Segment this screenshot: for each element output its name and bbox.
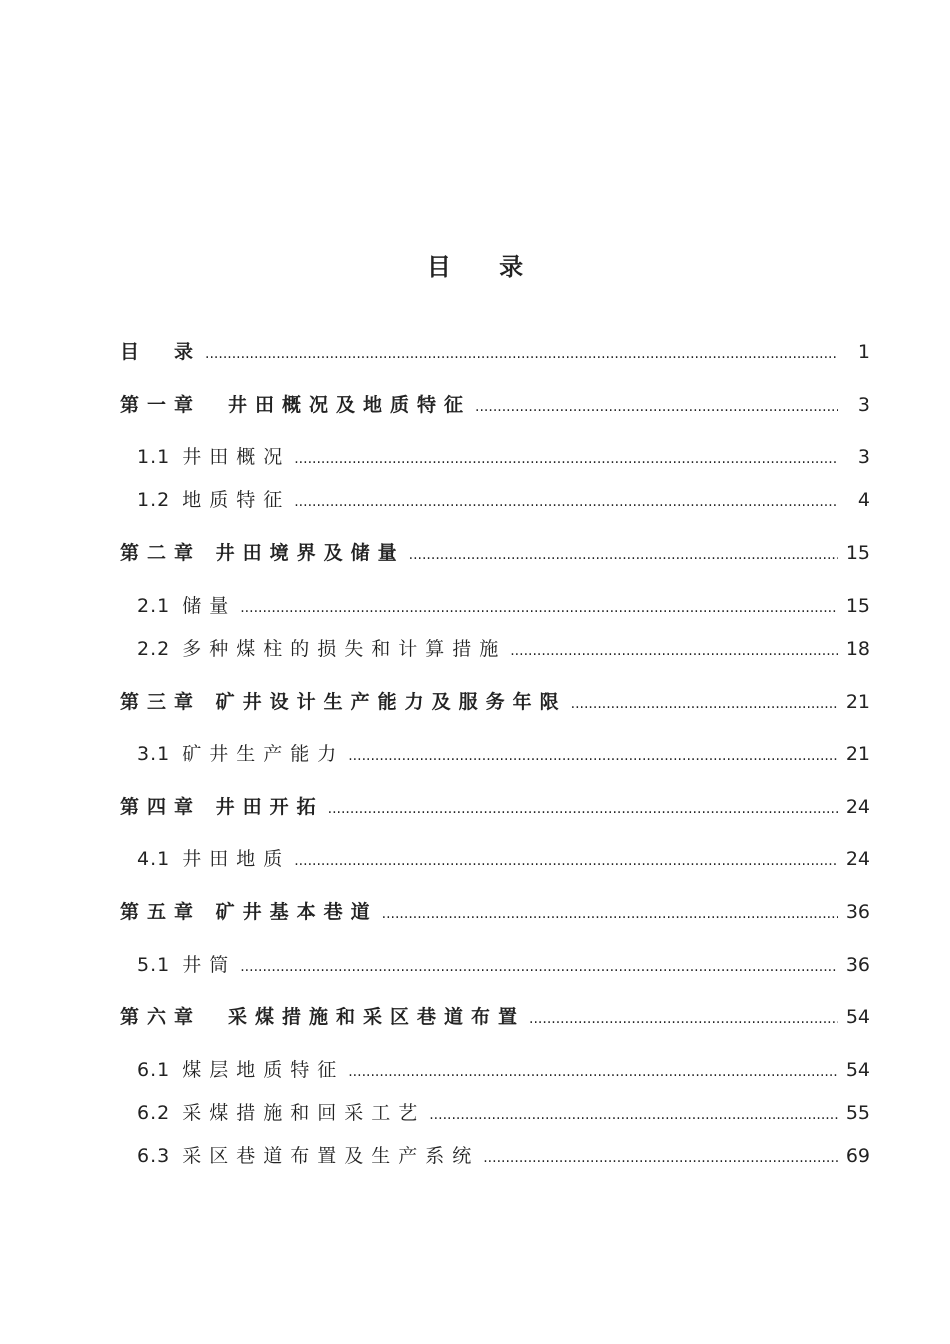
toc-entry-page: 18 bbox=[845, 638, 870, 660]
toc-entry[interactable] bbox=[120, 1003, 870, 1031]
toc-entry-page: 69 bbox=[845, 1145, 870, 1167]
toc-entry[interactable] bbox=[120, 338, 870, 366]
toc-entry-page: 24 bbox=[845, 796, 870, 818]
toc-entry[interactable] bbox=[120, 539, 870, 567]
toc-entry-page: 3 bbox=[857, 446, 870, 468]
toc-entry-page: 54 bbox=[845, 1059, 870, 1081]
toc-entry-number: 5.1 bbox=[137, 954, 171, 976]
toc-entry-page: 36 bbox=[845, 954, 870, 976]
toc-entry-label: 第六章 采煤措施和采区巷道布置 bbox=[120, 1006, 526, 1028]
toc-entry-number: 3.1 bbox=[137, 743, 171, 765]
toc-entry-label: 第五章 矿井基本巷道 bbox=[120, 901, 378, 923]
dot-leader bbox=[348, 742, 838, 770]
toc-entry-page: 3 bbox=[857, 394, 870, 416]
dot-leader bbox=[294, 445, 838, 473]
dot-leader bbox=[294, 847, 838, 875]
dot-leader bbox=[205, 340, 838, 368]
toc-entry[interactable] bbox=[137, 1142, 870, 1170]
toc-entry[interactable] bbox=[120, 793, 870, 821]
toc-entry[interactable] bbox=[137, 486, 870, 514]
toc-entry-label: 目 录 bbox=[120, 341, 202, 363]
toc-entry-page: 24 bbox=[845, 848, 870, 870]
toc-entry-label: 第二章 井田境界及储量 bbox=[120, 542, 405, 564]
toc-entry-label: 煤层地质特征 bbox=[182, 1059, 345, 1081]
toc-entry-page: 21 bbox=[845, 691, 870, 713]
dot-leader bbox=[571, 690, 838, 718]
page-title: 目 录 bbox=[426, 253, 544, 281]
toc-entry-page: 21 bbox=[845, 743, 870, 765]
toc-entry-number: 6.2 bbox=[137, 1102, 171, 1124]
toc-entry[interactable] bbox=[137, 845, 870, 873]
toc-entry-number: 1.2 bbox=[137, 489, 171, 511]
toc-entry[interactable] bbox=[137, 635, 870, 663]
toc-entry-label: 第四章 井田开拓 bbox=[120, 796, 324, 818]
dot-leader bbox=[409, 541, 838, 569]
toc-entry-label: 第三章 矿井设计生产能力及服务年限 bbox=[120, 691, 567, 713]
dot-leader bbox=[382, 900, 838, 928]
toc-entry-label: 采区巷道布置及生产系统 bbox=[182, 1145, 480, 1167]
toc-entry[interactable] bbox=[120, 688, 870, 716]
toc-entry-number: 4.1 bbox=[137, 848, 171, 870]
toc-entry[interactable] bbox=[137, 592, 870, 620]
toc-entry-number: 6.1 bbox=[137, 1059, 171, 1081]
toc-entry-label: 采煤措施和回采工艺 bbox=[182, 1102, 426, 1124]
dot-leader bbox=[294, 488, 838, 516]
toc-entry-label: 多种煤柱的损失和计算措施 bbox=[182, 638, 507, 660]
toc-entry-number: 1.1 bbox=[137, 446, 171, 468]
dot-leader bbox=[483, 1144, 838, 1172]
dot-leader bbox=[475, 393, 838, 421]
toc-entry-label: 地质特征 bbox=[182, 489, 291, 511]
toc-entry[interactable] bbox=[137, 1056, 870, 1084]
toc-entry-page: 1 bbox=[857, 341, 870, 363]
toc-entry[interactable] bbox=[137, 443, 870, 471]
toc-entry-number: 2.2 bbox=[137, 638, 171, 660]
toc-entry-label: 井田地质 bbox=[182, 848, 291, 870]
dot-leader bbox=[240, 953, 838, 981]
toc-entry[interactable] bbox=[137, 1099, 870, 1127]
toc-entry-page: 54 bbox=[845, 1006, 870, 1028]
dot-leader bbox=[510, 637, 838, 665]
toc-entry[interactable] bbox=[137, 740, 870, 768]
toc-entry[interactable] bbox=[120, 391, 870, 419]
toc-entry-page: 15 bbox=[845, 595, 870, 617]
toc-entry-label: 第一章 井田概况及地质特征 bbox=[120, 394, 472, 416]
toc-entry-page: 4 bbox=[857, 489, 870, 511]
toc-entry-page: 55 bbox=[845, 1102, 870, 1124]
toc-entry-number: 6.3 bbox=[137, 1145, 171, 1167]
dot-leader bbox=[429, 1101, 838, 1129]
toc-entry-label: 井筒 bbox=[182, 954, 237, 976]
dot-leader bbox=[529, 1005, 838, 1033]
toc-entry-page: 15 bbox=[845, 542, 870, 564]
toc-entry-label: 井田概况 bbox=[182, 446, 291, 468]
dot-leader bbox=[328, 795, 838, 823]
dot-leader bbox=[348, 1058, 838, 1086]
toc-entry[interactable] bbox=[137, 951, 870, 979]
dot-leader bbox=[240, 594, 838, 622]
toc-entry[interactable] bbox=[120, 898, 870, 926]
toc-entry-number: 2.1 bbox=[137, 595, 171, 617]
toc-entry-label: 矿井生产能力 bbox=[182, 743, 345, 765]
toc-entry-page: 36 bbox=[845, 901, 870, 923]
toc-entry-label: 储量 bbox=[182, 595, 237, 617]
